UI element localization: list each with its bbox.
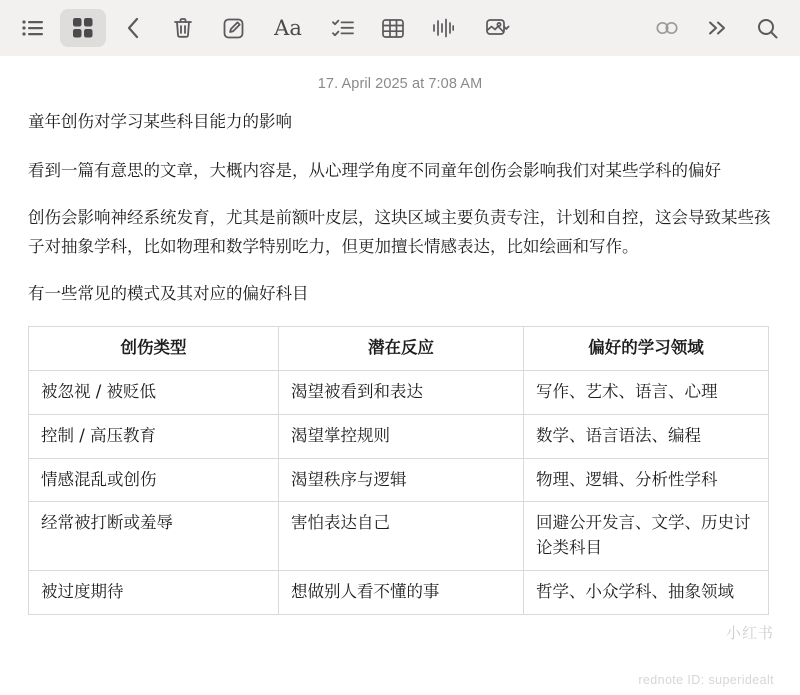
trash-icon[interactable] <box>160 9 206 47</box>
table-cell: 渴望秩序与逻辑 <box>279 458 524 502</box>
note-date: 17. April 2025 at 7:08 AM <box>317 76 483 92</box>
table-header-row <box>29 327 769 371</box>
table-row <box>29 371 769 415</box>
audio-waveform-icon[interactable] <box>420 9 466 47</box>
table-cell: 经常被打断或羞辱 <box>29 502 279 571</box>
table-row <box>29 502 769 571</box>
table-cell: 哲学、小众学科、抽象领域 <box>524 570 769 614</box>
watermark-id: rednote ID: superidealt <box>638 673 774 687</box>
table-cell: 回避公开发言、文学、历史讨论类科目 <box>524 502 769 571</box>
list-view-icon[interactable] <box>10 9 56 47</box>
table-row <box>29 458 769 502</box>
table-cell: 情感混乱或创伤 <box>29 458 279 502</box>
table-cell: 数学、语言语法、编程 <box>524 414 769 458</box>
table-header-cell: 创伤类型 <box>29 327 279 371</box>
watermark-logo-text: 小红书 <box>725 625 774 642</box>
note-paragraph-2: 创伤会影响神经系统发育，尤其是前额叶皮层，这块区域主要负责专注，计划和自控，这会导致某些孩子对抽象学科，比如物理和数学特别吃力，但更加擅长情感表达，比如绘画和写作。 <box>28 207 771 256</box>
table-cell: 被过度期待 <box>29 570 279 614</box>
link-icon[interactable] <box>644 9 690 47</box>
format-aa-icon[interactable] <box>260 9 316 47</box>
note-body[interactable] <box>0 56 800 695</box>
table-cell: 想做别人看不懂的事 <box>279 570 524 614</box>
table-cell: 害怕表达自己 <box>279 502 524 571</box>
media-icon[interactable] <box>470 9 526 47</box>
trauma-subject-table[interactable] <box>28 326 769 614</box>
table-cell: 物理、逻辑、分析性学科 <box>524 458 769 502</box>
more-chevrons-icon[interactable] <box>694 9 740 47</box>
table-cell: 写作、艺术、语言、心理 <box>524 371 769 415</box>
watermark-logo <box>726 622 774 643</box>
gallery-view-icon[interactable] <box>60 9 106 47</box>
note-title: 童年创伤对学习某些科目能力的影响 <box>28 112 292 131</box>
note-paragraph-3: 有一些常见的模式及其对应的偏好科目 <box>28 283 309 303</box>
toolbar <box>0 0 800 56</box>
table-row <box>29 414 769 458</box>
table-cell: 控制 / 高压教育 <box>29 414 279 458</box>
compose-icon[interactable] <box>210 9 256 47</box>
checklist-icon[interactable] <box>320 9 366 47</box>
search-icon[interactable] <box>744 9 790 47</box>
note-paragraph-1: 看到一篇有意思的文章，大概内容是，从心理学角度不同童年创伤会影响我们对某些学科的偏好 <box>28 160 721 180</box>
table-header-cell: 偏好的学习领域 <box>524 327 769 371</box>
table-row <box>29 570 769 614</box>
table-cell: 渴望掌控规则 <box>279 414 524 458</box>
table-cell: 渴望被看到和表达 <box>279 371 524 415</box>
table-header-cell: 潜在反应 <box>279 327 524 371</box>
table-cell: 被忽视 / 被贬低 <box>29 371 279 415</box>
back-chevron-icon[interactable] <box>110 9 156 47</box>
format-aa-label: Aa <box>274 16 302 40</box>
table-icon[interactable] <box>370 9 416 47</box>
